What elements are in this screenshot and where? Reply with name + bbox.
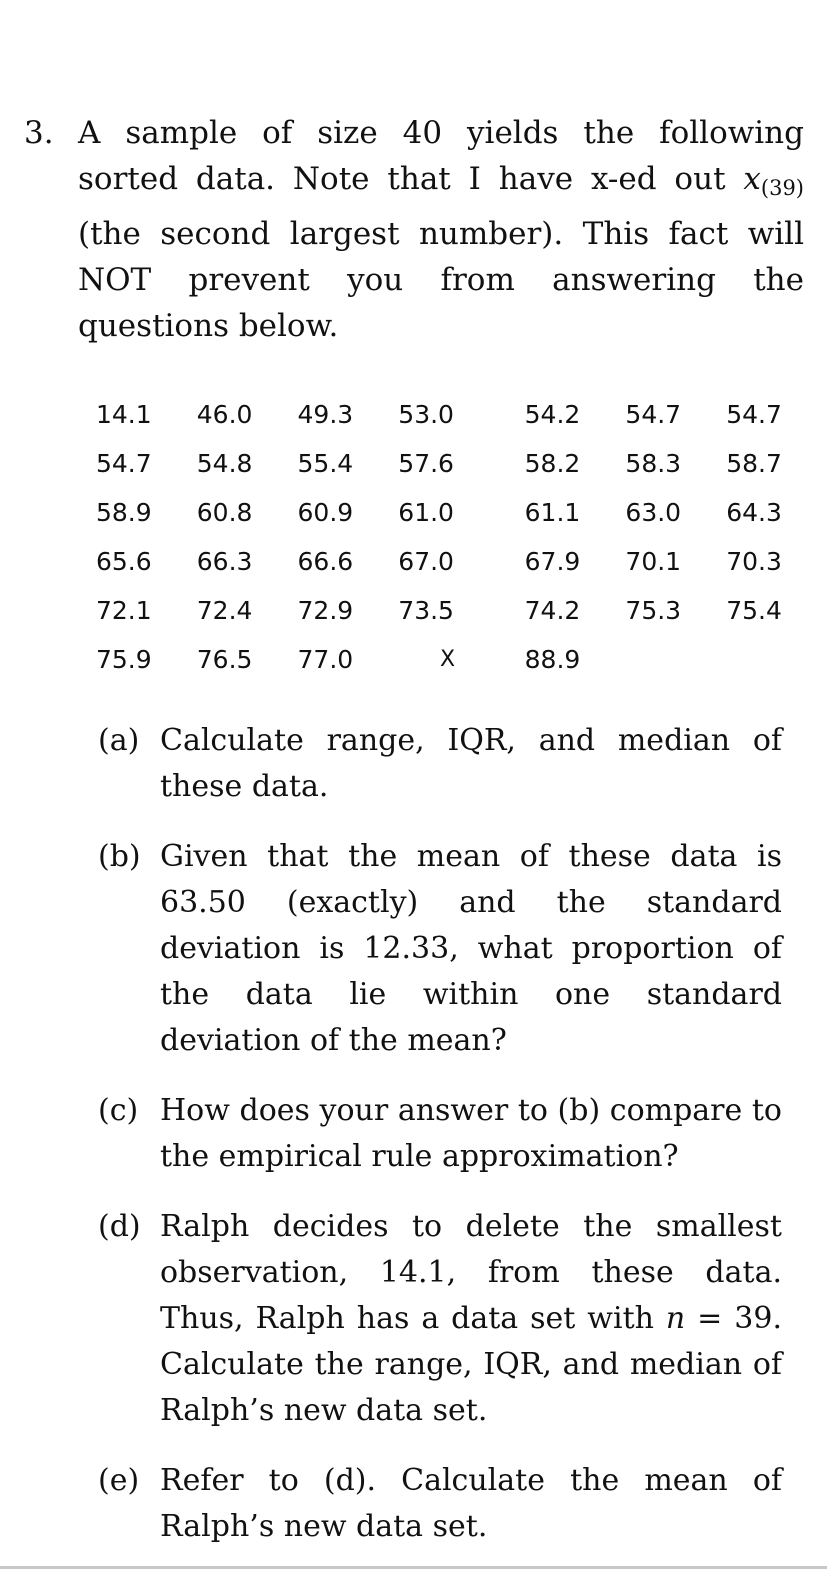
part-c	[98, 1088, 782, 1180]
part-e-text: Refer to (d). Calculate the mean of Ralph’s new data set.	[160, 1463, 782, 1544]
data-value-cell: 66.6	[297, 547, 354, 576]
data-value-cell: 65.6	[96, 547, 152, 576]
data-value-cell: 73.5	[398, 596, 454, 625]
data-table-body	[96, 390, 827, 684]
data-row	[96, 537, 827, 586]
data-value-cell: 46.0	[196, 400, 253, 429]
data-value-cell: 74.2	[524, 596, 581, 625]
part-e	[98, 1458, 782, 1550]
data-value-cell: 58.9	[96, 498, 152, 527]
data-value-cell: 72.1	[96, 596, 152, 625]
data-value-cell: 67.9	[524, 547, 581, 576]
data-value-cell: 58.3	[625, 449, 682, 478]
problem-text-rest: (the second largest number). This fact will NOT prevent you from answering the questions below.	[78, 216, 804, 344]
part-d	[98, 1204, 782, 1434]
data-value-cell: 76.5	[196, 645, 253, 674]
sorted-data-table	[96, 390, 827, 684]
data-value-cell: 54.7	[96, 449, 152, 478]
part-a	[98, 718, 782, 810]
data-value-cell: 70.1	[625, 547, 682, 576]
question-parts	[98, 718, 782, 1550]
data-value-cell: 75.9	[96, 645, 152, 674]
data-value-cell: 66.3	[196, 547, 253, 576]
problem-statement	[24, 110, 804, 349]
data-value-cell: 77.0	[297, 645, 354, 674]
data-value-cell: 70.3	[726, 547, 782, 576]
data-value-cell: 54.8	[196, 449, 253, 478]
problem-number: 3.	[24, 115, 54, 151]
data-value-cell: 54.7	[726, 400, 782, 429]
data-value-cell: 75.4	[726, 596, 782, 625]
part-c-text: How does your answer to (b) compare to the empirical rule approximation?	[160, 1093, 782, 1174]
data-value-cell: 61.0	[398, 498, 454, 527]
data-value-cell: 88.9	[524, 645, 581, 674]
data-value-cell: 58.2	[524, 449, 581, 478]
data-value-cell: 75.3	[625, 596, 682, 625]
data-value-cell: 54.7	[625, 400, 682, 429]
part-e-label: (e)	[98, 1463, 140, 1498]
data-value-cell: 72.4	[196, 596, 253, 625]
math-n: n	[665, 1301, 686, 1336]
data-value-cell: 53.0	[398, 400, 454, 429]
part-d-text-intro: Ralph decides to delete the smallest observation, 14.1, from these data. Thus, Ralph has a data set with	[160, 1209, 782, 1336]
part-a-label: (a)	[98, 723, 140, 758]
data-row	[96, 635, 827, 684]
data-value-cell: 60.9	[297, 498, 354, 527]
data-value-cell: 55.4	[297, 449, 354, 478]
part-b-label: (b)	[98, 839, 141, 874]
data-value-cell: 57.6	[398, 449, 454, 478]
redacted-value-cell: X	[439, 647, 456, 672]
math-subscript: (39)	[760, 176, 804, 200]
data-value-cell: 54.2	[524, 400, 581, 429]
bottom-divider	[0, 1566, 827, 1569]
data-value-cell: 72.9	[297, 596, 354, 625]
part-d-text-rest: . Calculate the range, IQR, and median of Ralph’s new data set.	[160, 1301, 782, 1428]
data-row	[96, 390, 827, 439]
data-value-cell: 67.0	[398, 547, 454, 576]
math-x39	[743, 161, 804, 200]
data-row	[96, 586, 827, 635]
data-row	[96, 439, 827, 488]
data-value-cell: 49.3	[297, 400, 354, 429]
part-b-text: Given that the mean of these data is 63.50 (exactly) and the standard deviation is 12.33, what proportion of the data lie within one standard deviation of the mean?	[160, 839, 782, 1058]
data-row	[96, 488, 827, 537]
math-equals-39: = 39	[685, 1301, 773, 1336]
problem-text-intro: A sample of size 40 yields the following sorted data. Note that I have x-ed out	[78, 115, 804, 197]
part-b	[98, 834, 782, 1064]
data-value-cell: 63.0	[625, 498, 682, 527]
part-d-label: (d)	[98, 1209, 141, 1244]
part-c-label: (c)	[98, 1093, 139, 1128]
data-value-cell: 14.1	[96, 400, 152, 429]
data-value-cell: 58.7	[726, 449, 782, 478]
data-value-cell: 60.8	[196, 498, 253, 527]
problem-text	[78, 110, 804, 349]
part-a-text: Calculate range, IQR, and median of these data.	[160, 723, 782, 804]
data-value-cell: 64.3	[726, 498, 782, 527]
data-value-cell: 61.1	[524, 498, 581, 527]
math-variable: x	[743, 161, 761, 197]
